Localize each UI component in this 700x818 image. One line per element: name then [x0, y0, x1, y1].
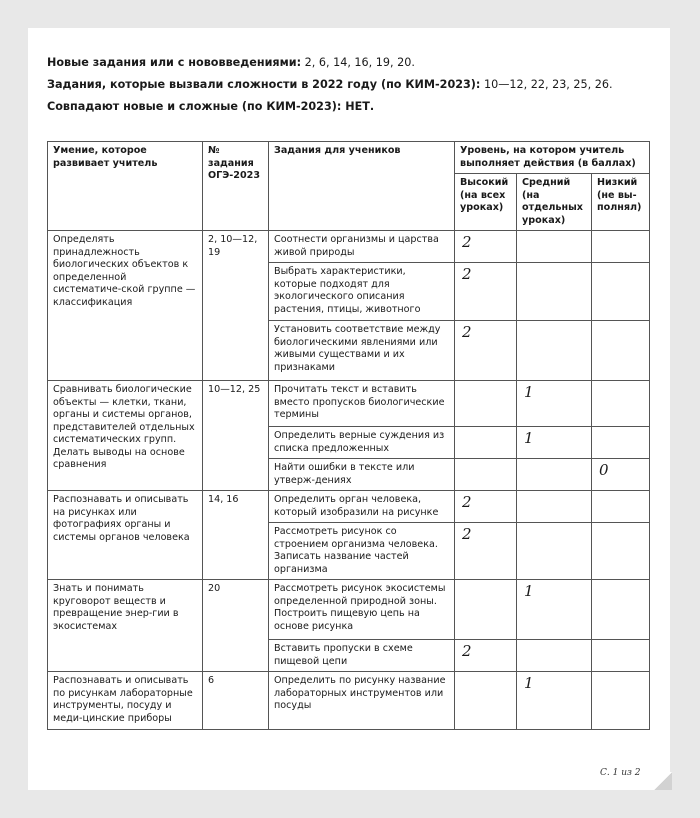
header-skill: Умение, которое развивает учитель	[48, 142, 203, 231]
score-cell-low	[592, 321, 650, 381]
task-cell: Рассмотреть рисунок экосистемы определенной природной зоны. Построить пищевую цепь на основе рисунка	[269, 580, 455, 640]
new-tasks-label: Новые задания или с нововведениями:	[47, 56, 302, 69]
task-number-cell: 2, 10—12, 19	[203, 231, 269, 381]
score-cell-high	[455, 672, 517, 730]
task-cell: Определить по рисунку название лабораторных инструментов или посуды	[269, 672, 455, 730]
score-cell-high	[455, 580, 517, 640]
score-cell-low	[592, 640, 650, 672]
score-cell-high	[455, 523, 517, 580]
skill-cell: Сравнивать биологические объекты — клетки, ткани, органы и системы органов, представителей отдельных систематических групп. Делать выводы на основе сравнения	[48, 381, 203, 491]
score-cell-mid	[517, 640, 592, 672]
score-cell-mid	[517, 580, 592, 640]
score-mark: 2	[462, 233, 472, 251]
score-cell-mid	[517, 672, 592, 730]
score-mark: 1	[524, 674, 534, 692]
task-number-cell: 6	[203, 672, 269, 730]
score-mark: 2	[462, 265, 472, 283]
table-row	[48, 672, 650, 730]
score-cell-low	[592, 427, 650, 459]
task-cell: Рассмотреть рисунок со строением организма человека. Записать название частей организма	[269, 523, 455, 580]
task-cell: Найти ошибки в тексте или утверж-дениях	[269, 459, 455, 491]
score-cell-mid	[517, 459, 592, 491]
table-body	[48, 231, 650, 730]
score-cell-mid	[517, 523, 592, 580]
score-mark: 2	[462, 642, 472, 660]
task-cell: Определить верные суждения из списка предложенных	[269, 427, 455, 459]
score-cell-mid	[517, 491, 592, 523]
page-curl	[654, 772, 672, 790]
score-cell-high	[455, 640, 517, 672]
header-mid: Средний (на отдельных уроках)	[517, 174, 592, 231]
score-mark: 2	[462, 525, 472, 543]
match-label: Совпадают новые и сложные (по КИМ-2023): НЕТ.	[47, 100, 375, 113]
task-number-cell: 20	[203, 580, 269, 672]
score-cell-low	[592, 580, 650, 640]
score-cell-high	[455, 263, 517, 321]
score-cell-low	[592, 672, 650, 730]
score-cell-low	[592, 491, 650, 523]
score-mark: 0	[599, 461, 609, 479]
table-row	[48, 231, 650, 263]
skill-cell: Распознавать и описывать на рисунках или фотографиях органы и системы органов человека	[48, 491, 203, 580]
table-row	[48, 381, 650, 427]
match-line	[47, 100, 657, 114]
task-cell: Установить соответствие между биологическими явлениями или живыми существами и их признаками	[269, 321, 455, 381]
skill-cell: Распознавать и описывать по рисункам лабораторные инструменты, посуду и меди-цинские приборы	[48, 672, 203, 730]
score-cell-high	[455, 459, 517, 491]
hard-tasks-label: Задания, которые вызвали сложности в 2022 году (по КИМ-2023):	[47, 78, 481, 91]
intro-block	[47, 56, 657, 122]
header-tasks: Задания для учеников	[269, 142, 455, 231]
hard-tasks-line	[47, 78, 657, 92]
score-cell-mid	[517, 231, 592, 263]
score-cell-mid	[517, 381, 592, 427]
score-mark: 2	[462, 493, 472, 511]
score-cell-low	[592, 263, 650, 321]
score-cell-low	[592, 523, 650, 580]
page-number: С. 1 из 2	[600, 768, 641, 778]
score-cell-mid	[517, 321, 592, 381]
table-row	[48, 491, 650, 523]
score-cell-high	[455, 491, 517, 523]
task-cell: Определить орган человека, который изобразили на рисунке	[269, 491, 455, 523]
new-tasks-line	[47, 56, 657, 70]
score-cell-mid	[517, 263, 592, 321]
score-cell-mid	[517, 427, 592, 459]
score-cell-high	[455, 231, 517, 263]
task-cell: Выбрать характеристики, которые подходят для экологического описания растения, птицы, животного	[269, 263, 455, 321]
task-cell: Вставить пропуски в схеме пищевой цепи	[269, 640, 455, 672]
header-high: Высокий (на всех уроках)	[455, 174, 517, 231]
skills-table	[47, 141, 650, 730]
score-mark: 1	[524, 429, 534, 447]
score-cell-high	[455, 381, 517, 427]
score-mark: 1	[524, 383, 534, 401]
task-cell: Прочитать текст и вставить вместо пропусков биологические термины	[269, 381, 455, 427]
score-cell-high	[455, 427, 517, 459]
new-tasks-value: 2, 6, 14, 16, 19, 20.	[304, 56, 415, 69]
score-cell-low	[592, 231, 650, 263]
table-row	[48, 580, 650, 640]
score-cell-low	[592, 459, 650, 491]
skill-cell: Определять принадлежность биологических объектов к определенной систематиче-ской группе — классификация	[48, 231, 203, 381]
header-task-no: № задания ОГЭ-2023	[203, 142, 269, 231]
score-mark: 1	[524, 582, 534, 600]
header-level: Уровень, на котором учитель выполняет действия (в баллах)	[455, 142, 650, 174]
score-cell-low	[592, 381, 650, 427]
task-cell: Соотнести организмы и царства живой природы	[269, 231, 455, 263]
score-mark: 2	[462, 323, 472, 341]
task-number-cell: 14, 16	[203, 491, 269, 580]
task-number-cell: 10—12, 25	[203, 381, 269, 491]
header-low: Низкий (не вы-полнял)	[592, 174, 650, 231]
skill-cell: Знать и понимать круговорот веществ и превращение энер-гии в экосистемах	[48, 580, 203, 672]
score-cell-high	[455, 321, 517, 381]
hard-tasks-value: 10—12, 22, 23, 25, 26.	[483, 78, 613, 91]
